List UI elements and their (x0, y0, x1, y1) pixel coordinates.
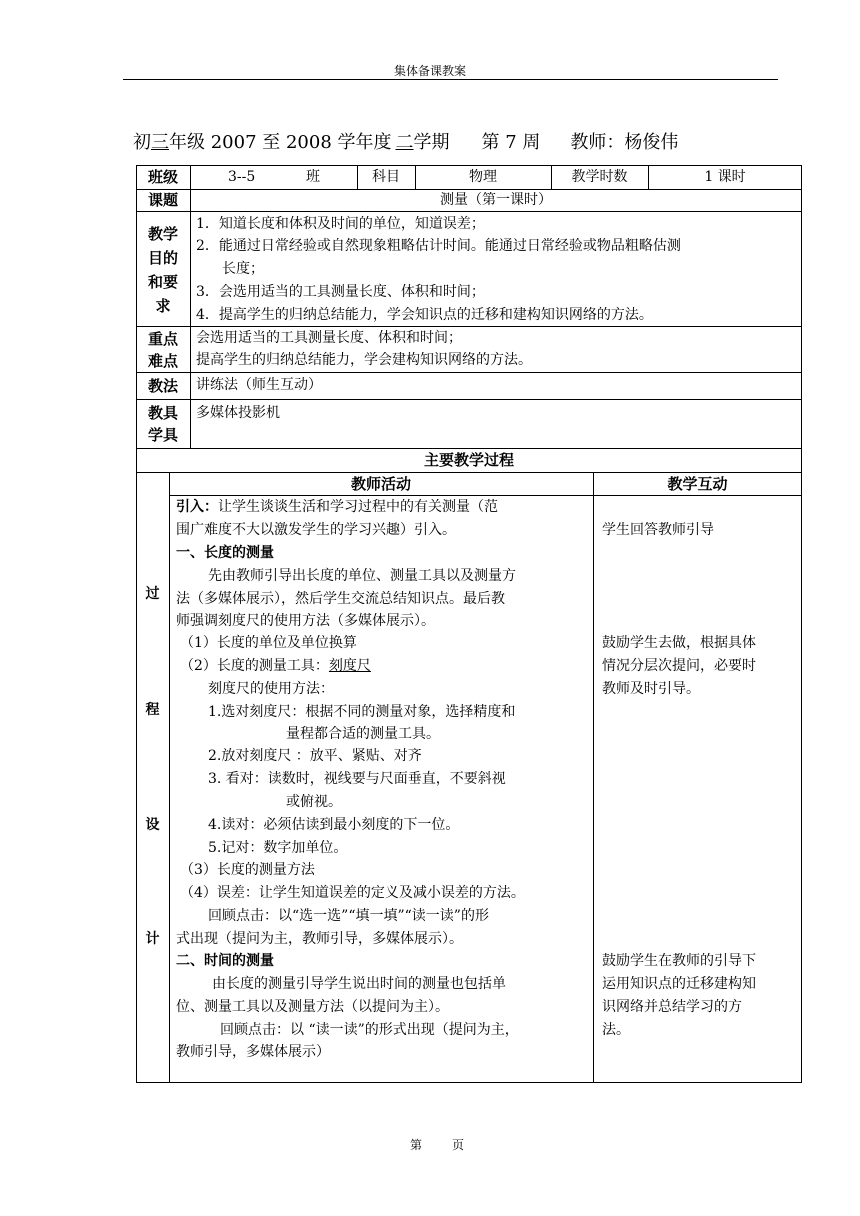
side-label-char: 过 (145, 586, 160, 602)
objectives-label-line: 教学 (147, 225, 178, 243)
rule (593, 472, 594, 1083)
teacher-line: 1.选对刻度尺：根据不同的测量对象，选择精度和 (208, 704, 516, 720)
teacher-line: 教师引导，多媒体展示） (176, 1044, 330, 1060)
teacher-line: 式出现（提问为主，教师引导，多媒体展示）。 (176, 931, 463, 947)
tools-value: 多媒体投影机 (196, 405, 280, 421)
interaction-line: 法。 (602, 1022, 630, 1038)
keypoints-label (136, 328, 190, 372)
class-label: 班级 (147, 168, 178, 186)
page-header: 集体备课教案 (393, 64, 466, 78)
rule (136, 399, 802, 400)
side-label-char: 设 (145, 817, 160, 833)
method-label: 教法 (147, 377, 178, 395)
side-label-char: 计 (145, 931, 160, 947)
objectives-label-line: 和要 (147, 273, 178, 291)
teacher-line: （3）长度的测量方法 (180, 862, 315, 878)
objectives-label-line: 目的 (147, 249, 178, 267)
interaction-line: 鼓励学生去做，根据具体 (602, 635, 756, 651)
objective-line: 2．能通过日常经验或自然现象粗略估计时间。能通过日常经验或物品粗略估测 (196, 238, 681, 254)
grade-value: 三 (151, 132, 169, 153)
teacher-line-text: 让学生谈谈生活和学习过程中的有关测量（范 (218, 499, 498, 515)
teacher-line: 4.读对：必须估读到最小刻度的下一位。 (208, 817, 460, 833)
teacher-line: 先由教师引导出长度的单位、测量工具以及测量方 (208, 568, 516, 584)
objectives-label (136, 222, 190, 318)
semester-value: 二 (395, 132, 414, 153)
teacher-line (180, 656, 371, 677)
teacher-line: 2.放对刻度尺 ：放平、紧贴、对齐 (208, 748, 422, 764)
method-value: 讲练法（师生互动） (196, 377, 322, 393)
process-heading: 主要教学过程 (423, 451, 514, 469)
objectives-label-line: 求 (155, 297, 171, 315)
tools-label-line: 学具 (147, 426, 178, 444)
interaction-line: 学生回答教师引导 (602, 522, 714, 538)
footer-page-prefix: 第 (410, 1138, 423, 1152)
objective-line: 长度； (222, 261, 264, 277)
section-heading-time: 二、时间的测量 (176, 953, 274, 969)
side-label-char: 程 (145, 702, 160, 718)
teacher-line (176, 497, 498, 518)
teacher-line: 3. 看对：读数时，视线要与尺面垂直，不要斜视 (208, 771, 506, 787)
semester-suffix: 学期 (413, 132, 450, 153)
teacher-activity-header: 教师活动 (350, 475, 411, 493)
topic-label: 课题 (147, 191, 178, 209)
teacher-line: 或俯视。 (286, 794, 342, 810)
hours-value: 1 课时 (704, 169, 746, 185)
teacher-line: 回顾点击：以“选一选”“填一填”“读一读”的形 (208, 908, 489, 924)
hours-label: 教学时数 (571, 169, 628, 185)
grade-prefix: 初 (133, 132, 151, 153)
title-line (133, 128, 678, 154)
intro-label: 引入： (176, 499, 218, 515)
rule (136, 326, 802, 327)
keypoints-label-line: 重点 (147, 330, 178, 348)
header-rule (123, 79, 778, 80)
class-unit: 班 (306, 169, 320, 185)
teacher-line: 位、测量工具以及测量方法（以提问为主）。 (176, 999, 449, 1015)
objective-line: 4．提高学生的归纳总结能力，学会知识点的迁移和建构知识网络的方法。 (196, 307, 653, 323)
keypoints-label-line: 难点 (147, 352, 178, 370)
keypoint-line: 提高学生的归纳总结能力，学会建构知识网络的方法。 (196, 352, 532, 368)
teacher-line: 量程都合适的测量工具。 (286, 726, 440, 742)
teacher-line: （1）长度的单位及单位换算 (180, 635, 357, 651)
teacher-line: 由长度的测量引导学生说出时间的测量也包括单 (212, 976, 506, 992)
teacher-line-text: （2）长度的测量工具： (180, 658, 329, 674)
grade-suffix: 年级 2007 至 2008 学年度 (169, 132, 392, 153)
footer-page-suffix: 页 (452, 1138, 465, 1152)
rule (169, 495, 802, 496)
teacher-line: 5.记对：数字加单位。 (208, 840, 348, 856)
topic-value: 测量（第一课时） (440, 192, 552, 208)
rule (136, 372, 802, 373)
rule (169, 472, 170, 1083)
teacher-line: 法（多媒体展示），然后学生交流总结知识点。最后教 (176, 591, 505, 607)
week-label: 第 7 周 (481, 132, 541, 153)
teacher-label: 教师：杨俊伟 (570, 132, 679, 153)
objective-line: 3．会选用适当的工具测量长度、体积和时间； (196, 284, 485, 300)
teacher-line: 围广难度不大以激发学生的学习兴趣）引入。 (176, 522, 456, 538)
teacher-line: （4）误差：让学生知道误差的定义及减小误差的方法。 (180, 885, 525, 901)
subject-value: 物理 (469, 169, 497, 185)
interaction-line: 教师及时引导。 (602, 681, 700, 697)
keypoint-line: 会选用适当的工具测量长度、体积和时间； (196, 330, 462, 346)
interaction-header: 教学互动 (667, 475, 728, 493)
teacher-line: 刻度尺的使用方法： (208, 681, 334, 697)
teacher-line: 回顾点击：以 “读一读”的形式出现（提问为主， (220, 1022, 519, 1038)
interaction-line: 情况分层次提问，必要时 (602, 658, 756, 674)
class-value: 3--5 (228, 169, 256, 185)
teacher-line: 师强调刻度尺的使用方法（多媒体展示）。 (176, 613, 435, 629)
interaction-line: 鼓励学生在教师的引导下 (602, 953, 756, 969)
interaction-line: 运用知识点的迁移建构知 (602, 976, 756, 992)
rule (136, 211, 802, 212)
tools-label (136, 402, 190, 446)
tools-label-line: 教具 (147, 404, 178, 422)
subject-label: 科目 (372, 169, 400, 185)
objective-line: 1．知道长度和体积及时间的单位，知道误差； (196, 216, 485, 232)
ruler-term: 刻度尺 (328, 658, 371, 674)
interaction-line: 识网络并总结学习的方 (602, 999, 742, 1015)
section-heading-length: 一、长度的测量 (176, 545, 274, 561)
